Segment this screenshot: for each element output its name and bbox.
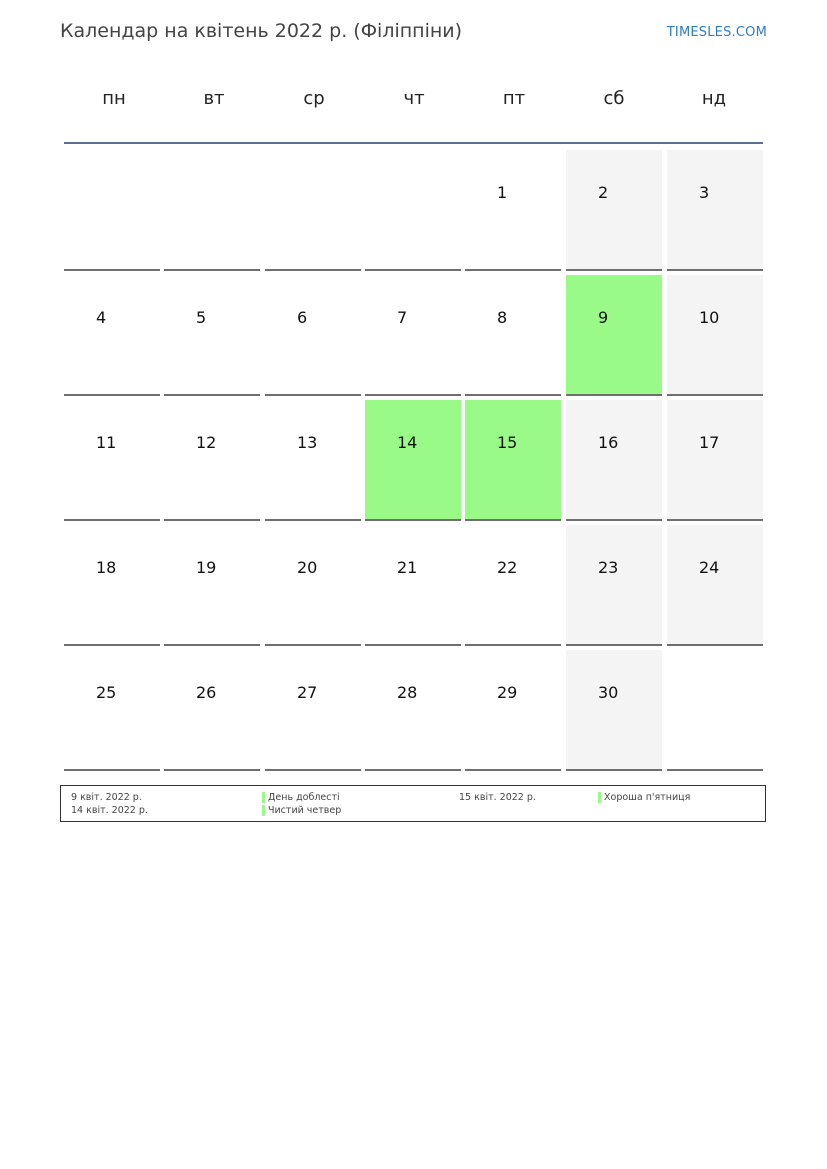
holiday-color-marker bbox=[598, 792, 601, 803]
calendar-day-holiday bbox=[566, 275, 662, 396]
weekday-monday: пн bbox=[102, 88, 126, 109]
day-number: 12 bbox=[196, 433, 217, 452]
day-number: 28 bbox=[397, 683, 418, 702]
weekday-sunday: нд bbox=[701, 88, 727, 109]
day-number: 25 bbox=[96, 683, 117, 702]
calendar-day bbox=[265, 650, 361, 771]
calendar-empty-cell bbox=[265, 150, 361, 271]
site-link[interactable]: TIMESLES.COM bbox=[666, 25, 767, 40]
calendar-day-weekend bbox=[566, 525, 662, 646]
day-number: 1 bbox=[497, 183, 508, 202]
holiday-legend bbox=[60, 785, 766, 822]
calendar-day-weekend bbox=[667, 275, 763, 396]
day-number: 22 bbox=[497, 558, 518, 577]
calendar-empty-cell bbox=[667, 650, 763, 771]
calendar-day-holiday bbox=[465, 400, 561, 521]
day-number: 17 bbox=[699, 433, 720, 452]
calendar-day bbox=[64, 400, 160, 521]
day-number: 6 bbox=[297, 308, 308, 327]
day-number: 16 bbox=[598, 433, 619, 452]
calendar-day bbox=[465, 275, 561, 396]
day-number: 19 bbox=[196, 558, 217, 577]
day-number: 3 bbox=[699, 183, 710, 202]
calendar-day-weekend bbox=[566, 400, 662, 521]
calendar-day-weekend bbox=[667, 150, 763, 271]
calendar-empty-cell bbox=[164, 150, 260, 271]
day-number: 14 bbox=[397, 433, 418, 452]
calendar-day bbox=[465, 525, 561, 646]
calendar-day bbox=[365, 525, 461, 646]
day-number: 18 bbox=[96, 558, 117, 577]
legend-date: 15 квіт. 2022 р. bbox=[459, 792, 536, 803]
calendar-day bbox=[164, 400, 260, 521]
day-number: 10 bbox=[699, 308, 720, 327]
calendar-day bbox=[265, 525, 361, 646]
weekday-friday: пт bbox=[502, 88, 526, 109]
day-number: 5 bbox=[196, 308, 207, 327]
weekday-header-row bbox=[64, 88, 764, 120]
day-number: 30 bbox=[598, 683, 619, 702]
calendar-day-weekend bbox=[566, 150, 662, 271]
day-number: 11 bbox=[96, 433, 117, 452]
calendar-day bbox=[265, 400, 361, 521]
calendar-day bbox=[164, 525, 260, 646]
day-number: 4 bbox=[96, 308, 107, 327]
calendar-day bbox=[465, 150, 561, 271]
day-number: 7 bbox=[397, 308, 408, 327]
calendar-empty-cell bbox=[365, 150, 461, 271]
calendar-day bbox=[465, 650, 561, 771]
calendar-day bbox=[164, 275, 260, 396]
legend-holiday-name: Чистий четвер bbox=[262, 805, 341, 816]
calendar-empty-cell bbox=[64, 150, 160, 271]
day-number: 29 bbox=[497, 683, 518, 702]
holiday-color-marker bbox=[262, 805, 265, 816]
day-number: 26 bbox=[196, 683, 217, 702]
legend-holiday-name: День доблесті bbox=[262, 792, 340, 803]
day-number: 27 bbox=[297, 683, 318, 702]
calendar-day-holiday bbox=[365, 400, 461, 521]
calendar-day bbox=[64, 650, 160, 771]
calendar-day-weekend bbox=[667, 400, 763, 521]
calendar-day-weekend bbox=[667, 525, 763, 646]
calendar-day bbox=[164, 650, 260, 771]
day-number: 21 bbox=[397, 558, 418, 577]
legend-date: 14 квіт. 2022 р. bbox=[71, 805, 148, 816]
weekday-thursday: чт bbox=[403, 88, 425, 109]
day-number: 9 bbox=[598, 308, 609, 327]
page-title: Календар на квітень 2022 р. (Філіппіни) bbox=[60, 20, 463, 42]
day-number: 8 bbox=[497, 308, 508, 327]
weekday-wednesday: ср bbox=[303, 88, 325, 109]
day-number: 24 bbox=[699, 558, 720, 577]
day-number: 20 bbox=[297, 558, 318, 577]
holiday-color-marker bbox=[262, 792, 265, 803]
day-number: 23 bbox=[598, 558, 619, 577]
legend-holiday-name: Хороша п'ятниця bbox=[598, 792, 690, 803]
weekday-tuesday: вт bbox=[203, 88, 225, 109]
day-number: 13 bbox=[297, 433, 318, 452]
calendar-day bbox=[265, 275, 361, 396]
weekday-saturday: сб bbox=[603, 88, 625, 109]
calendar-day bbox=[365, 650, 461, 771]
calendar-day bbox=[64, 275, 160, 396]
calendar-day bbox=[365, 275, 461, 396]
day-number: 15 bbox=[497, 433, 518, 452]
day-number: 2 bbox=[598, 183, 609, 202]
calendar-day bbox=[64, 525, 160, 646]
legend-date: 9 квіт. 2022 р. bbox=[71, 792, 142, 803]
calendar-day-weekend bbox=[566, 650, 662, 771]
header-divider bbox=[64, 142, 763, 144]
